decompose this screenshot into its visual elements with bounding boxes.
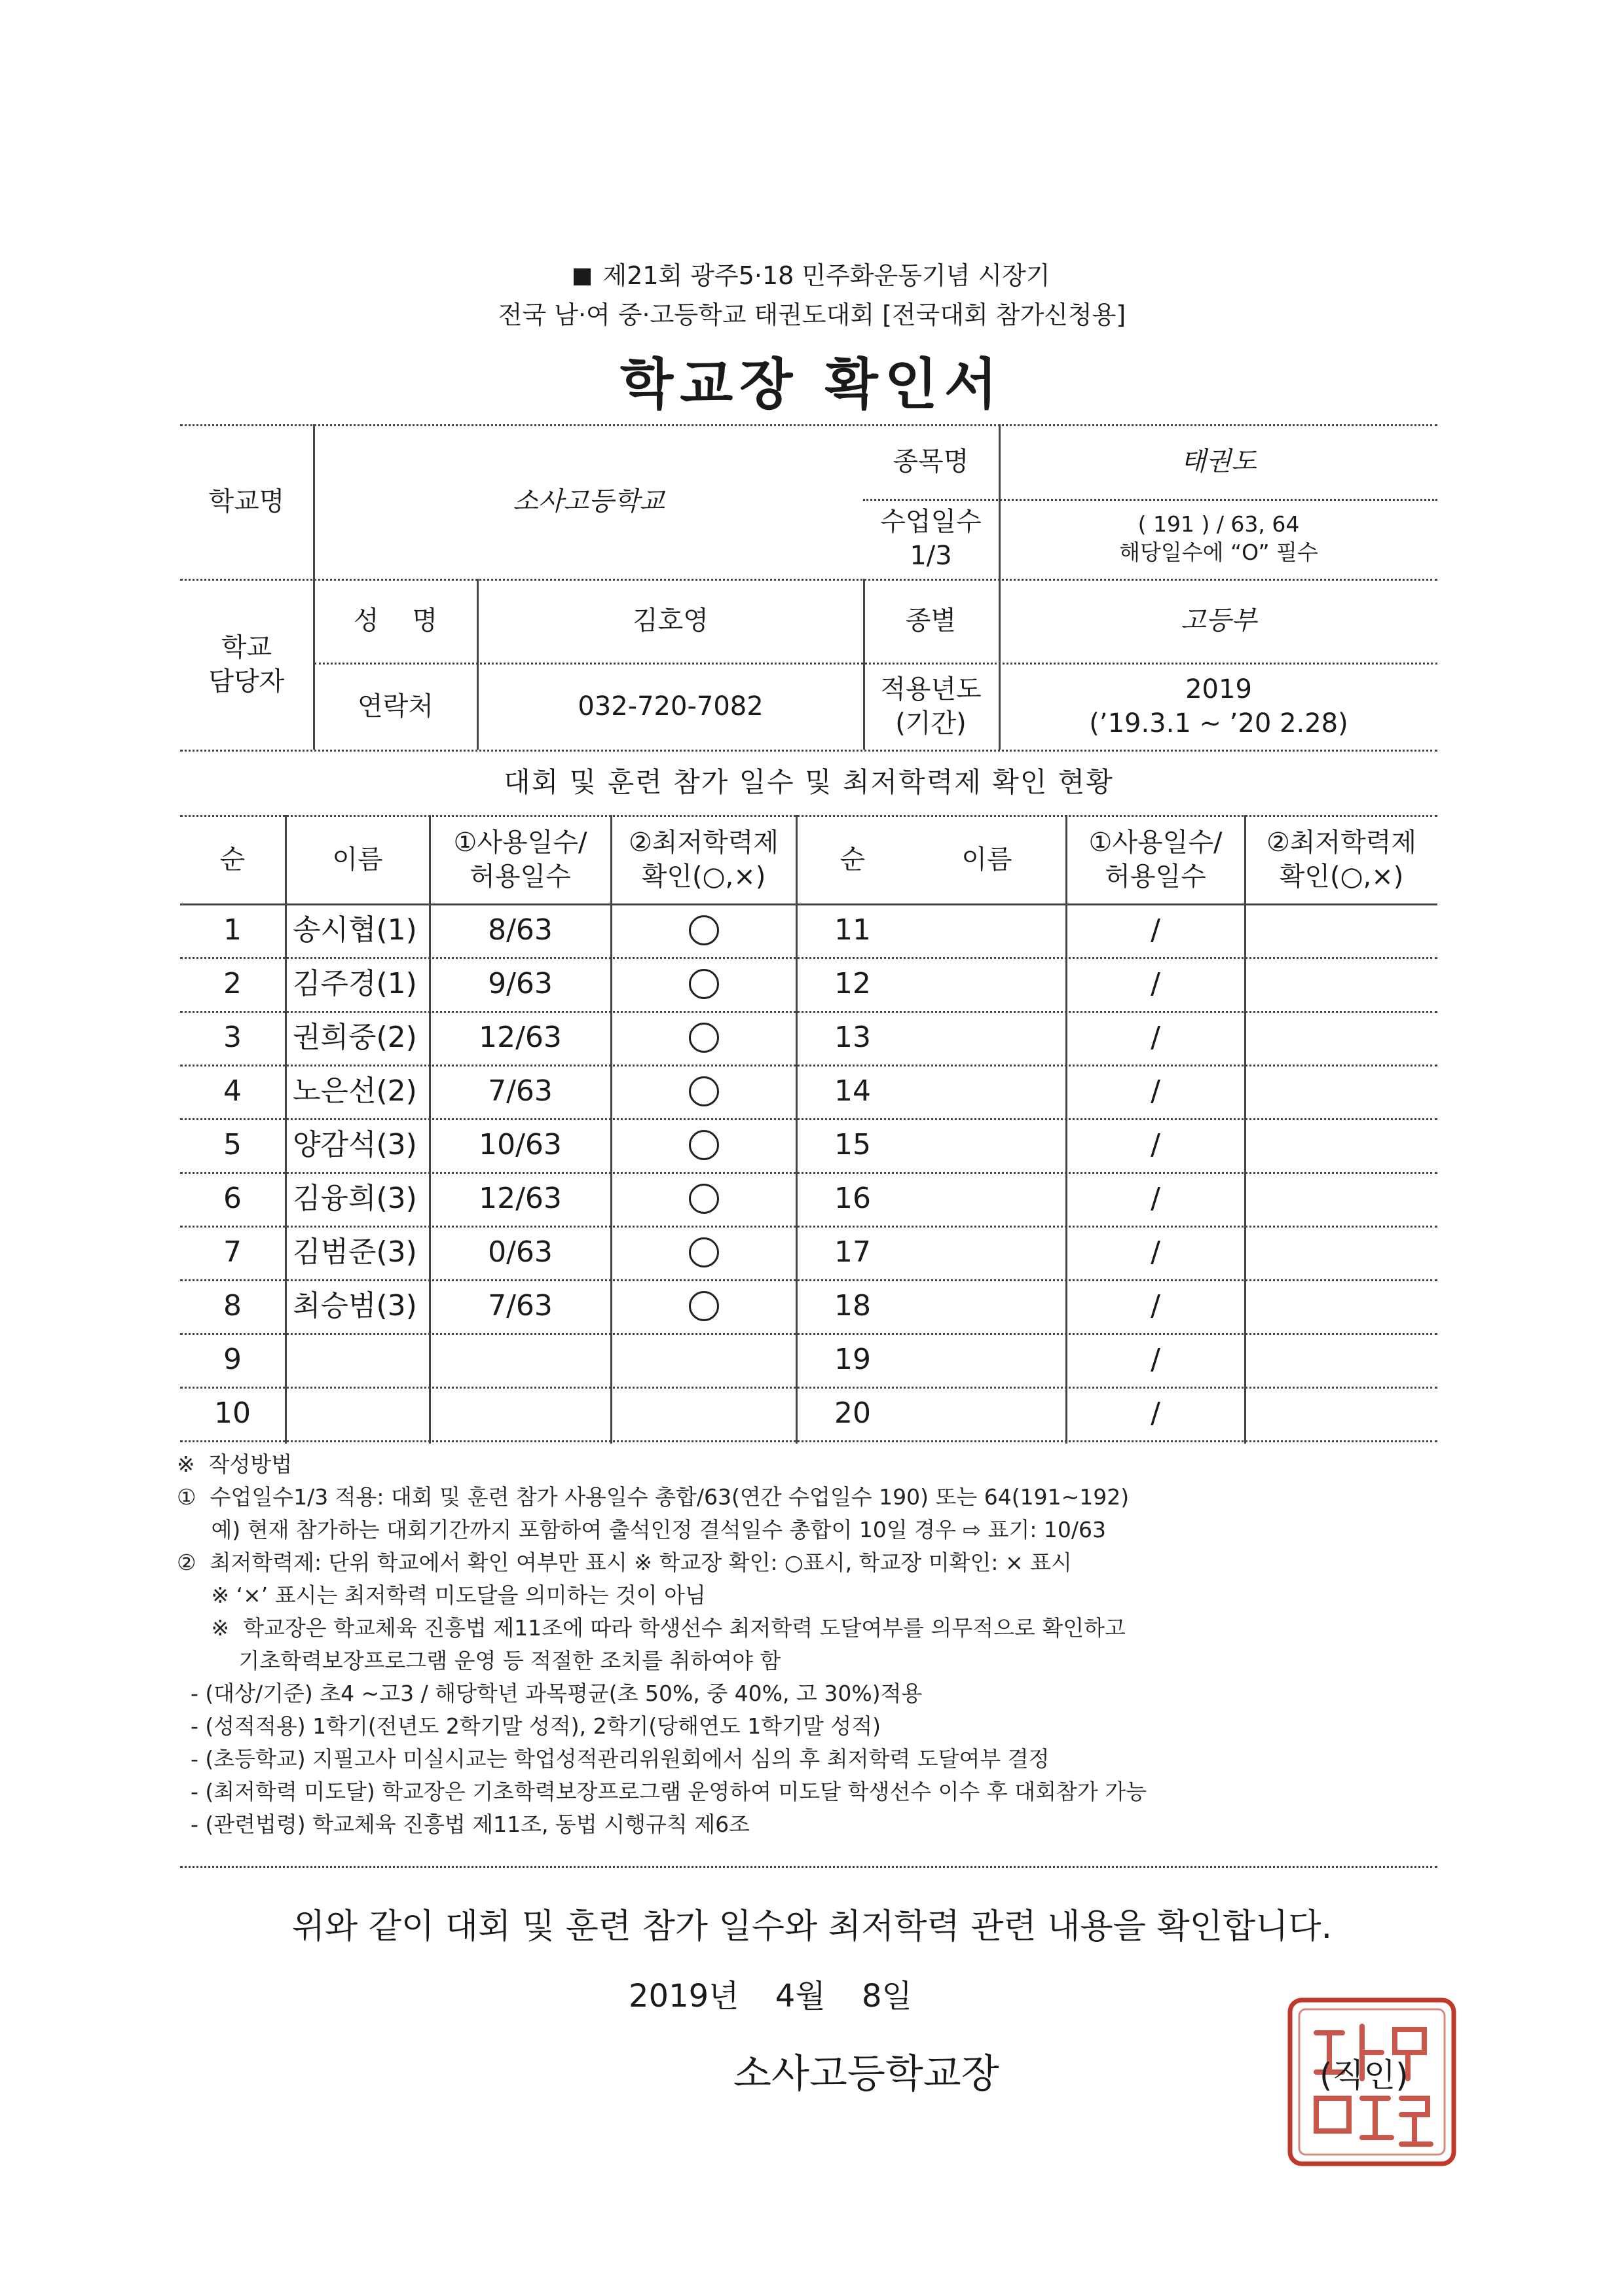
contact-label: 연락처	[358, 691, 434, 721]
row-name-r	[908, 903, 1065, 957]
row-name: 양감석(3)	[293, 1128, 417, 1162]
note-line: - (대상/기준) 초4 ~고3 / 해당학년 과목평균(초 50%, 중 40%, 고 30%)적용	[177, 1681, 923, 1706]
row-no-r: 14	[834, 1074, 871, 1108]
row-name: 김주경(1)	[293, 967, 417, 1001]
row-days: 12/63	[479, 1182, 562, 1216]
row-check-r	[1246, 1118, 1437, 1172]
row-days: 10/63	[479, 1128, 562, 1162]
row-name-r	[908, 1279, 1065, 1333]
class-days-note: 해당일수에 “O” 필수	[1119, 539, 1318, 565]
row-no: 2	[223, 967, 242, 1001]
circle-check-mark	[689, 1237, 719, 1267]
class-days-value	[1000, 499, 1437, 579]
row-check	[612, 1011, 796, 1065]
row-name: 최승범(3)	[293, 1289, 417, 1323]
row-days	[430, 1333, 610, 1387]
row-check-r	[1246, 1172, 1437, 1226]
class-days-number: ( 191 ) / 63, 64	[1137, 511, 1300, 538]
row-name: 김융희(3)	[293, 1182, 417, 1216]
note-line: ① 수업일수1/3 적용: 대회 및 훈련 참가 사용일수 총합/63(연간 수업일수 190) 또는 64(191~192)	[177, 1484, 1130, 1510]
row-name: 권희중(2)	[293, 1021, 417, 1055]
staff-label-line2: 담당자	[208, 666, 285, 697]
row-days-r: /	[1151, 1235, 1160, 1269]
circle-check-mark	[689, 915, 719, 945]
event-subtitle: 전국 남·여 중·고등학교 태권도대회 [전국대회 참가신청용]	[498, 301, 1126, 329]
col-days-r-header	[1067, 815, 1244, 903]
row-no: 7	[223, 1235, 242, 1269]
year-label-line2: (기간)	[895, 708, 967, 738]
division-label: 종별	[905, 606, 957, 636]
staff-label-line1: 학교	[221, 632, 272, 663]
note-line: - (초등학교) 지필고사 미실시교는 학업성적관리위원회에서 심의 후 최저학력 도달여부 결정	[177, 1746, 1050, 1772]
row-check-r	[1246, 1279, 1437, 1333]
note-line: 예) 현재 참가하는 대회기간까지 포함하여 출석인정 결석일수 총합이 10일 경우 ⇨ 표기: 10/63	[177, 1517, 1107, 1542]
year-period: (’19.3.1 ~ ’20 2.28)	[1089, 708, 1348, 738]
principal-title: 소사고등학교장	[733, 2051, 999, 2097]
row-no-r: 12	[834, 967, 871, 1001]
event-title	[0, 255, 1624, 291]
row-days-r: /	[1151, 1128, 1160, 1162]
square-bullet-icon	[574, 268, 591, 285]
row-days-r: /	[1151, 1074, 1160, 1108]
row-no-r: 17	[834, 1235, 871, 1269]
circle-check-mark	[689, 1291, 719, 1321]
row-check	[612, 1118, 796, 1172]
col-check-r-header-line1: ②최저학력제	[1266, 827, 1417, 858]
division-value: 고등부	[1181, 606, 1257, 636]
col-check-header	[612, 815, 796, 903]
row-name-r	[908, 957, 1065, 1011]
row-no-r: 20	[834, 1396, 871, 1430]
note-line: - (관련법령) 학교체육 진흥법 제11조, 동법 시행규칙 제6조	[177, 1812, 750, 1837]
row-no-r: 15	[834, 1128, 871, 1162]
class-days-label	[863, 499, 999, 579]
col-no-r-header: 순	[840, 844, 866, 875]
row-check-r	[1246, 1011, 1437, 1065]
col-no-header: 순	[219, 844, 246, 875]
row-days: 7/63	[488, 1074, 553, 1108]
staff-label	[180, 579, 313, 750]
row-name-r	[908, 1333, 1065, 1387]
col-check-r-header-line2: 확인(○,×)	[1279, 861, 1404, 892]
circle-check-mark	[689, 1184, 719, 1214]
row-check	[612, 1387, 796, 1440]
row-no-r: 19	[834, 1343, 871, 1377]
seal-label: (직인)	[1320, 2056, 1409, 2094]
issue-date: 2019년 4월 8일	[629, 1978, 912, 2014]
event-value: 태권도	[1181, 446, 1257, 477]
row-no: 1	[223, 913, 242, 947]
row-days: 8/63	[488, 913, 553, 947]
instructions	[177, 1448, 1473, 1841]
row-days: 9/63	[488, 967, 553, 1001]
row-no: 8	[223, 1289, 242, 1323]
row-check	[612, 1333, 796, 1387]
col-days-header-line2: 허용일수	[470, 861, 571, 892]
year-number: 2019	[1185, 674, 1252, 704]
row-check	[612, 1172, 796, 1226]
row-days-r: /	[1151, 1396, 1160, 1430]
row-no-r: 11	[834, 913, 871, 947]
school-label: 학교명	[208, 486, 285, 517]
row-days: 7/63	[488, 1289, 553, 1323]
school-name: 소사고등학교	[513, 486, 665, 517]
note-line: - (성적적용) 1학기(전년도 2학기말 성적), 2학기(당해연도 1학기말 성적)	[177, 1713, 881, 1739]
note-line: ※ 작성방법	[177, 1451, 293, 1477]
status-title: 대회 및 훈련 참가 일수 및 최저학력제 확인 현황	[504, 765, 1114, 798]
note-line: ※ 학교장은 학교체육 진흥법 제11조에 따라 학생선수 최저학력 도달여부를 의무적으로 확인하고	[177, 1615, 1126, 1641]
row-check-r	[1246, 1333, 1437, 1387]
col-check-r-header	[1246, 815, 1437, 903]
row-no: 10	[214, 1396, 251, 1430]
col-name-r-header: 이름	[961, 844, 1012, 875]
row-check	[612, 1279, 796, 1333]
row-no: 4	[223, 1074, 242, 1108]
event-title-text: 제21회 광주5·18 민주화운동기념 시장기	[602, 261, 1050, 290]
name-label: 성 명	[353, 606, 438, 636]
row-check-r	[1246, 1065, 1437, 1118]
note-line: - (최저학력 미도달) 학교장은 기초학력보장프로그램 운영하여 미도달 학생선수 이수 후 대회참가 가능	[177, 1779, 1147, 1804]
row-days: 12/63	[479, 1021, 562, 1055]
row-days-r: /	[1151, 967, 1160, 1001]
row-check-r	[1246, 1226, 1437, 1279]
col-days-r-header-line2: 허용일수	[1105, 861, 1206, 892]
row-no: 3	[223, 1021, 242, 1055]
page-title: 학교장 확인서	[619, 352, 1005, 416]
row-days	[430, 1387, 610, 1440]
circle-check-mark	[689, 1023, 719, 1053]
row-name: 노은선(2)	[293, 1074, 417, 1108]
note-line: ※ ‘×’ 표시는 최저학력 미도달을 의미하는 것이 아님	[177, 1582, 706, 1608]
col-check-header-line1: ②최저학력제	[628, 827, 779, 858]
row-name-r	[908, 1011, 1065, 1065]
note-line: 기초학력보장프로그램 운영 등 적절한 조치를 취하여야 함	[177, 1648, 781, 1673]
row-check	[612, 903, 796, 957]
row-no-r: 18	[834, 1289, 871, 1323]
contact-value: 032-720-7082	[578, 691, 764, 721]
row-days-r: /	[1151, 1021, 1160, 1055]
note-line: ② 최저학력제: 단위 학교에서 확인 여부만 표시 ※ 학교장 확인: ○표시, 학교장 미확인: × 표시	[177, 1550, 1072, 1575]
row-check-r	[1246, 1387, 1437, 1440]
col-days-header	[430, 815, 610, 903]
row-days-r: /	[1151, 1182, 1160, 1216]
row-name	[286, 1333, 435, 1387]
row-no: 9	[223, 1343, 242, 1377]
row-check	[612, 957, 796, 1011]
circle-check-mark	[689, 969, 719, 999]
col-name-header: 이름	[332, 844, 383, 875]
row-name-r	[908, 1226, 1065, 1279]
row-name-r	[908, 1118, 1065, 1172]
confirmation-statement: 위와 같이 대회 및 훈련 참가 일수와 최저학력 관련 내용을 확인합니다.	[291, 1907, 1333, 1946]
row-days-r: /	[1151, 1289, 1160, 1323]
row-name	[286, 1387, 435, 1440]
row-days-r: /	[1151, 913, 1160, 947]
row-check	[612, 1226, 796, 1279]
year-label-line1: 적용년도	[880, 674, 982, 704]
row-no-r: 13	[834, 1021, 871, 1055]
row-days-r: /	[1151, 1343, 1160, 1377]
row-name-r	[908, 1387, 1065, 1440]
name-value: 김호영	[633, 606, 709, 636]
class-days-label-line1: 수업일수	[880, 507, 982, 537]
row-no: 5	[223, 1128, 242, 1162]
circle-check-mark	[689, 1076, 719, 1106]
class-days-label-line2: 1/3	[910, 541, 952, 571]
row-days: 0/63	[488, 1235, 553, 1269]
row-name-r	[908, 1065, 1065, 1118]
row-divider	[180, 1440, 1437, 1442]
col-days-r-header-line1: ①사용일수/	[1088, 827, 1223, 858]
row-check-r	[1246, 903, 1437, 957]
col-days-header-line1: ①사용일수/	[453, 827, 587, 858]
row-check	[612, 1065, 796, 1118]
year-label	[863, 663, 999, 750]
year-value	[1000, 663, 1437, 750]
divider	[180, 1866, 1437, 1868]
circle-check-mark	[689, 1130, 719, 1160]
event-label: 종목명	[893, 446, 969, 477]
row-check-r	[1246, 957, 1437, 1011]
row-name: 송시협(1)	[293, 913, 417, 947]
row-name: 김범준(3)	[293, 1235, 417, 1269]
row-no: 6	[223, 1182, 242, 1216]
col-check-header-line2: 확인(○,×)	[641, 861, 766, 892]
row-name-r	[908, 1172, 1065, 1226]
row-no-r: 16	[834, 1182, 871, 1216]
